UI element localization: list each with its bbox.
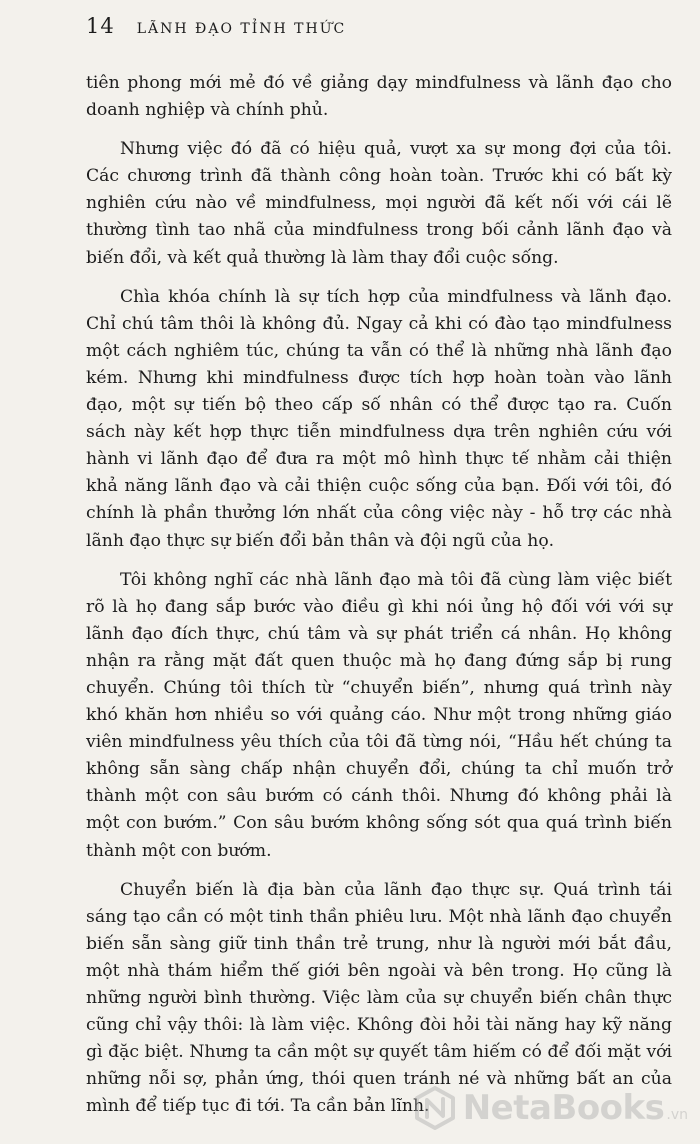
page-number: 14 xyxy=(86,14,115,38)
running-title: LÃNH ĐẠO TỈNH THỨC xyxy=(136,21,347,37)
paragraph-4: Tôi không nghĩ các nhà lãnh đạo mà tôi đã cùng làm việc biết rõ là họ đang sắp bước vào điều gì khi nói ủng hộ đối với với sự lãnh đạo đích thực, chú tâm và sự phát triển cá nhân. Họ không nhận ra rằng mặt đất quen thuộc mà họ đang đứng sắp bị rung chuyển. Chúng tôi thích từ “chuyển biến”, nhưng quá trình này khó khăn hơn nhiều so với quảng cáo. Như một trong những giáo viên mindfulness yêu thích của tôi đã từng nói, “Hầu hết chúng ta không sẵn sàng chấp nhận chuyển đổi, chúng ta chỉ muốn trở thành một con sâu bướm có cánh thôi. Nhưng đó không phải là một con bướm.” Con sâu bướm không sống sót qua quá trình biến thành một con bướm. xyxy=(86,569,672,861)
body-text xyxy=(86,70,672,1132)
watermark-domain: .vn xyxy=(666,1107,688,1123)
netabooks-logo-icon xyxy=(413,1086,457,1130)
watermark-brand: NetaBooks xyxy=(462,1088,665,1128)
page-header xyxy=(86,14,346,42)
paragraph-3: Chìa khóa chính là sự tích hợp của mindfulness và lãnh đạo. Chỉ chú tâm thôi là không đủ. Ngay cả khi có đào tạo mindfulness một cách nghiêm túc, chúng ta vẫn có thể là những nhà lãnh đạo kém. Nhưng khi mindfulness được tích hợp hoàn toàn vào lãnh đạo, một sự tiến bộ theo cấp số nhân có thể được tạo ra. Cuốn sách này kết hợp thực tiễn mindfulness dựa trên nghiên cứu với hành vi lãnh đạo để đưa ra một mô hình thực tế nhằm cải thiện khả năng lãnh đạo và cải thiện cuộc sống của bạn. Đối với tôi, đó chính là phần thưởng lớn nhất của công việc này - hỗ trợ các nhà lãnh đạo thực sự biến đổi bản thân và đội ngũ của họ. xyxy=(86,286,672,551)
paragraph-5: Chuyển biến là địa bàn của lãnh đạo thực sự. Quá trình tái sáng tạo cần có một tinh thần phiêu lưu. Một nhà lãnh đạo chuyển biến sẵn sàng giữ tinh thần trẻ trung, như là người mới bắt đầu, một nhà thám hiểm thế giới bên ngoài và bên trong. Họ cũng là những người bình thường. Việc làm của sự chuyển biến chân thực cũng chỉ vậy thôi: là làm việc. Không đòi hỏi tài năng hay kỹ năng gì đặc biệt. Nhưng ta cần một sự quyết tâm hiếm có để đối mặt với những nỗi sợ, phản ứng, thói quen tránh né và những bất an của mình để tiếp tục đi tới. Ta cần bản lĩnh. xyxy=(86,879,672,1117)
paragraph-1: tiên phong mới mẻ đó về giảng dạy mindfulness và lãnh đạo cho doanh nghiệp và chính phủ. xyxy=(86,73,672,121)
paragraph-2: Nhưng việc đó đã có hiệu quả, vượt xa sự mong đợi của tôi. Các chương trình đã thành công hoàn toàn. Trước khi có bất kỳ nghiên cứu nào về mindfulness, mọi người đã kết nối với cái lẽ thường tình tao nhã của mindfulness trong bối cảnh lãnh đạo và biến đổi, và kết quả thường là làm thay đổi cuộc sống. xyxy=(86,139,672,268)
watermark xyxy=(413,1086,688,1130)
